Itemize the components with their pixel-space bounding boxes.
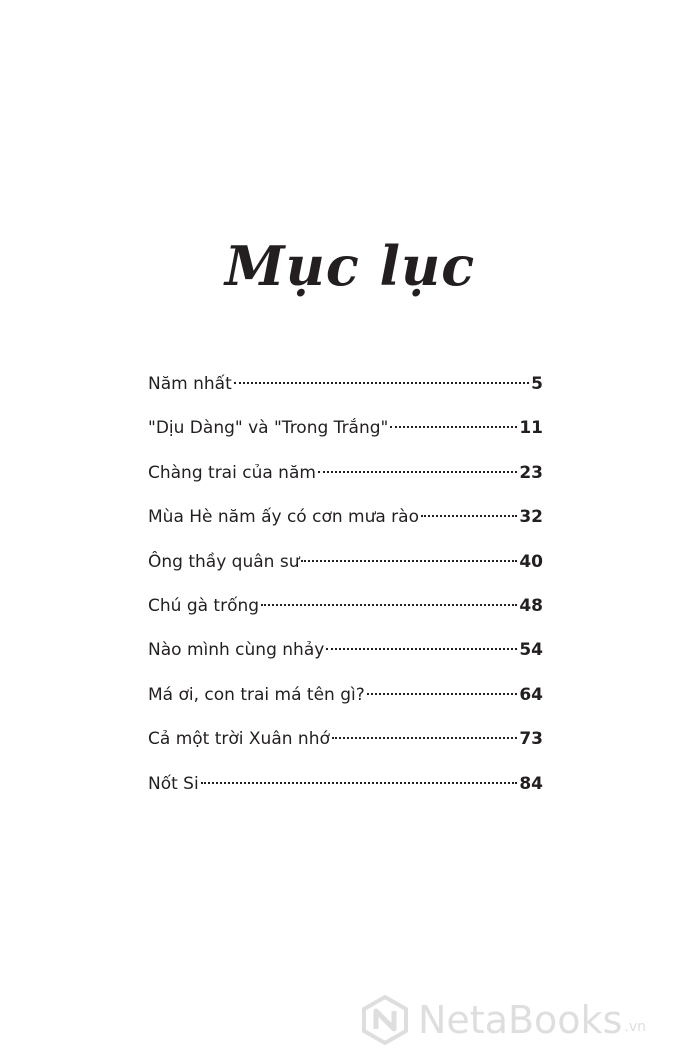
toc-entry-page: 40 [519, 551, 543, 572]
watermark [360, 990, 646, 1050]
toc-entry-page: 23 [519, 462, 543, 483]
toc-entry [148, 584, 543, 628]
toc-entry-page: 84 [519, 773, 543, 794]
toc-entry [148, 717, 543, 761]
watermark-brand-name: NetaBooks [418, 998, 623, 1042]
toc-dot-leader [332, 737, 517, 739]
toc-entry-title: "Dịu Dàng" và "Trong Trắng" [148, 418, 389, 439]
toc-entry-page: 11 [519, 418, 543, 439]
toc-entry-page: 73 [519, 729, 543, 750]
toc-entry-title: Cả một trời Xuân nhớ [148, 729, 330, 750]
toc-entry [148, 495, 543, 539]
page-title: Mục lục [224, 234, 476, 299]
toc-entry [148, 406, 543, 450]
toc-entry [148, 362, 543, 406]
toc-entry [148, 673, 543, 717]
toc-dot-leader [318, 471, 517, 473]
toc-entry-title: Mùa Hè năm ấy có cơn mưa rào [148, 507, 419, 528]
watermark-domain-suffix: .vn [624, 1019, 646, 1035]
toc-entry [148, 540, 543, 584]
toc-entry-title: Nào mình cùng nhảy [148, 640, 325, 661]
netabooks-logo-icon [360, 995, 410, 1045]
toc-entry-title: Năm nhất [148, 374, 232, 394]
toc-entry [148, 628, 543, 672]
toc-dot-leader [201, 782, 518, 784]
toc-entry-title: Chàng trai của năm [148, 462, 316, 483]
table-of-contents [148, 362, 543, 806]
toc-entry-page: 54 [519, 640, 543, 661]
toc-entry-title: Má ơi, con trai má tên gì? [148, 684, 365, 705]
toc-dot-leader [234, 382, 529, 384]
toc-entry-page: 5 [531, 374, 543, 394]
toc-entry-page: 32 [519, 507, 543, 528]
toc-dot-leader [326, 648, 517, 650]
toc-dot-leader [390, 426, 517, 428]
toc-entry [148, 762, 543, 806]
toc-entry-title: Chú gà trống [148, 595, 260, 616]
toc-entry-page: 64 [519, 684, 543, 705]
toc-entry-title: Nốt Si [148, 773, 199, 794]
toc-entry [148, 451, 543, 495]
toc-entry-page: 48 [519, 595, 543, 616]
toc-dot-leader [367, 693, 518, 695]
toc-entry-title: Ông thầy quân sư [148, 551, 300, 572]
toc-dot-leader [261, 604, 517, 606]
toc-dot-leader [301, 560, 517, 562]
toc-dot-leader [421, 515, 517, 517]
